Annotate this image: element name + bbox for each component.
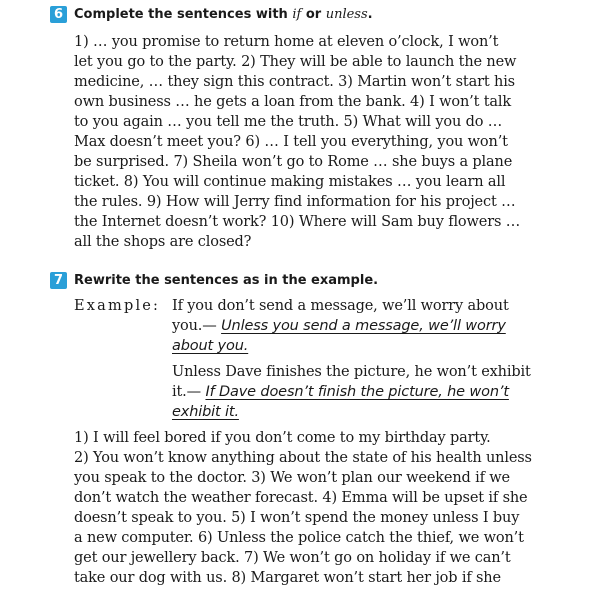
example-1-answer: Unless you send a message, we’ll worry [221,318,506,334]
exercise-6-title-text: Complete the sentences with [74,7,293,22]
exercise-6-line: to you again … you tell me the truth. 5) What will you do … [74,114,503,130]
example-1-sentence: If you don’t send a message, we’ll worry about [172,298,509,314]
exercise-6-line: 1) … you promise to return home at eleven o’clock, I won’t [74,34,499,50]
example-label: Example: [74,298,161,314]
example-2-answer: If Dave doesn’t finish the picture, he won’t [205,384,509,400]
exercise-6-title-period: . [367,7,373,22]
example-1-answer-line [172,316,506,336]
example-2-answer-cont [172,402,239,422]
example-2-answer-line [172,382,509,402]
exercise-7-line: 1) I will feel bored if you don’t come to my birthday party. [74,430,491,446]
example-2-dash: it.— [172,384,201,400]
exercise-6-line: all the shops are closed? [74,234,252,250]
exercise-6-line: own business … he gets a loan from the bank. 4) I won’t talk [74,94,512,110]
exercise-7-line: don’t watch the weather forecast. 4) Emma will be upset if she [74,490,528,506]
exercise-6-line: the rules. 9) How will Jerry find information for his project … [74,194,516,210]
exercise-7-number-badge: 7 [50,272,67,289]
exercise-7-line: get our jewellery back. 7) We won’t go on holiday if we can’t [74,550,511,566]
exercise-6-number-badge: 6 [50,6,67,23]
exercise-6-title-or: or [301,7,326,22]
exercise-6-line: ticket. 8) You will continue making mistakes … you learn all [74,174,506,190]
exercise-6-title-unless: unless [325,7,368,22]
exercise-7-line: a new computer. 6) Unless the police catch the thief, we won’t [74,530,524,546]
exercise-6-line: the Internet doesn’t work? 10) Where will Sam buy flowers … [74,214,521,230]
example-1-dash: you.— [172,318,217,334]
example-1-answer-cont [172,336,248,356]
example-2-sentence: Unless Dave finishes the picture, he won’t exhibit [172,364,531,380]
exercise-6-line: Max doesn’t meet you? 6) … I tell you everything, you won’t [74,134,508,150]
exercise-7-title: Rewrite the sentences as in the example. [74,273,379,288]
exercise-7-line: 2) You won’t know anything about the state of his health unless [74,450,532,466]
exercise-7-line: take our dog with us. 8) Margaret won’t start her job if she [74,570,501,586]
example-1-answer-end: about you. [172,338,249,354]
exercise-6-title-if: if [292,7,302,22]
exercise-7-line: doesn’t speak to you. 5) I won’t spend the money unless I buy [74,510,520,526]
exercise-7-header [50,272,378,289]
exercise-7-line: you speak to the doctor. 3) We won’t plan our weekend if we [74,470,510,486]
exercise-6-header [50,6,373,23]
exercise-6-title [74,7,373,22]
example-2-answer-end: exhibit it. [172,404,239,420]
exercise-6-line: medicine, … they sign this contract. 3) Martin won’t start his [74,74,515,90]
exercise-6-line: let you go to the party. 2) They will be able to launch the new [74,54,517,70]
exercise-6-line: be surprised. 7) Sheila won’t go to Rome … she buys a plane [74,154,513,170]
